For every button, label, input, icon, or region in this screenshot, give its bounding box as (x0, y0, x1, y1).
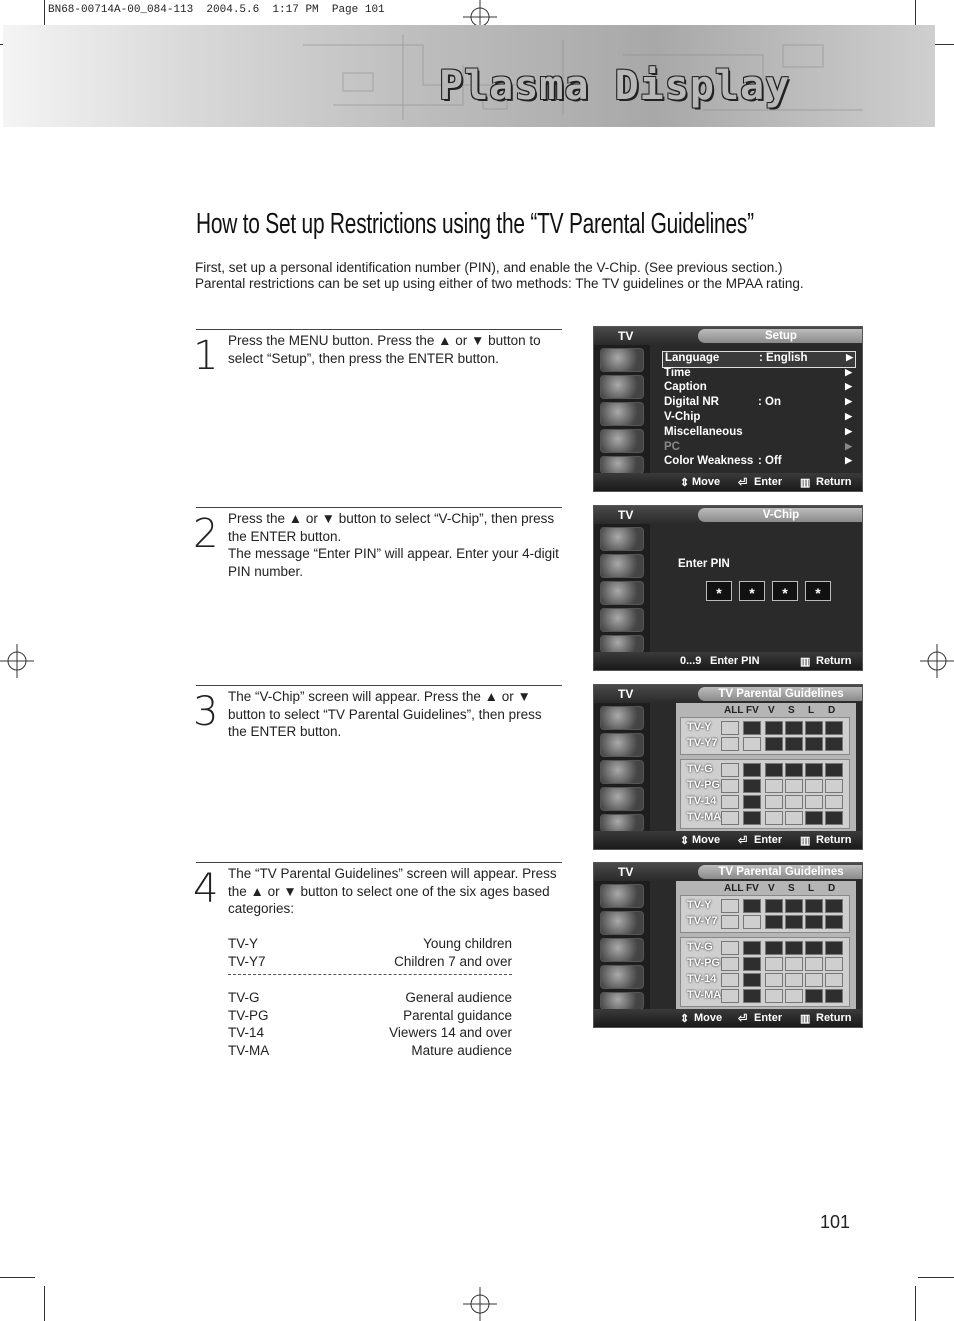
rating-lock-cell[interactable] (743, 973, 761, 987)
rating-lock-cell[interactable] (743, 795, 761, 809)
tv-header (594, 506, 862, 524)
menu-item-language[interactable] (662, 351, 856, 368)
rating-lock-cell[interactable] (743, 721, 761, 735)
setup-icon[interactable] (600, 814, 644, 832)
rating-lock-cell[interactable] (805, 779, 823, 793)
grid-header: ALL (724, 883, 744, 894)
crop-mark (918, 1277, 954, 1278)
setup-icon[interactable] (600, 992, 644, 1010)
age-description: Viewers 14 and over (389, 1025, 512, 1040)
rating-lock-cell[interactable] (743, 811, 761, 825)
rating-lock-cell[interactable] (785, 899, 803, 913)
age-row (228, 1007, 512, 1025)
registration-mark-icon (920, 644, 954, 678)
rating-lock-cell[interactable] (721, 795, 739, 809)
rating-lock-cell[interactable] (785, 915, 803, 929)
menu-list (654, 347, 860, 473)
tv-header (594, 685, 862, 703)
rating-lock-cell[interactable] (721, 957, 739, 971)
grid-panel-general (680, 937, 850, 1007)
rating-lock-cell[interactable] (743, 779, 761, 793)
grid-row-label[interactable]: TV-14 (687, 973, 717, 985)
picture-icon[interactable] (600, 884, 644, 908)
number-keys-icon: 0...9 (680, 655, 702, 667)
rating-lock-cell[interactable] (805, 721, 823, 735)
rating-lock-cell[interactable] (805, 763, 823, 777)
rating-lock-cell[interactable] (805, 989, 823, 1003)
menu-item-time[interactable] (662, 367, 854, 382)
menu-item-color-weakness[interactable] (662, 455, 854, 470)
setup-icon[interactable] (600, 635, 644, 653)
channel-icon[interactable] (600, 965, 644, 989)
rating-lock-cell[interactable] (743, 899, 761, 913)
move-hint: Move (692, 834, 721, 846)
picture-icon[interactable] (600, 527, 644, 551)
menu-item-digital-nr[interactable] (662, 396, 854, 411)
tv-label: TV (618, 687, 634, 701)
tv-screen-parental-guidelines-select (593, 862, 863, 1028)
ratings-grid (676, 703, 856, 833)
menu-sidebar (594, 881, 650, 1011)
pin-digit-1[interactable]: * (706, 581, 732, 601)
grid-row-label[interactable]: TV-Y (687, 721, 712, 733)
rating-lock-cell[interactable] (825, 737, 843, 751)
arrow-right-icon: ▶ (845, 411, 852, 421)
return-hint: Return (816, 476, 852, 488)
grid-row-label[interactable]: TV-Y7 (687, 737, 718, 749)
enter-hint: Enter (754, 1012, 783, 1024)
tv-footer (594, 652, 862, 670)
step-divider (196, 862, 562, 863)
speaker-icon[interactable] (600, 760, 644, 784)
rating-lock-cell[interactable] (743, 915, 761, 929)
rating-lock-cell[interactable] (721, 737, 739, 751)
menu-item-caption[interactable] (662, 381, 854, 396)
page-title: How to Set up Restrictions using the “TV Parental Guidelines” (196, 208, 754, 240)
grid-header: D (828, 883, 836, 894)
speaker-icon[interactable] (600, 938, 644, 962)
arrow-right-icon: ▶ (845, 426, 852, 436)
grid-header: FV (746, 883, 759, 894)
rating-lock-cell[interactable] (825, 915, 843, 929)
rating-lock-cell[interactable] (805, 795, 823, 809)
rating-lock-cell[interactable] (721, 973, 739, 987)
rating-lock-cell[interactable] (805, 811, 823, 825)
tv-label: TV (618, 508, 634, 522)
menu-item-value: : Off (758, 455, 782, 467)
pin-digit-4[interactable]: * (805, 581, 831, 601)
rating-lock-cell[interactable] (805, 941, 823, 955)
menu-item-value: : On (758, 396, 781, 408)
grid-row-label[interactable]: TV-MA (687, 989, 722, 1001)
age-code: TV-Y (228, 936, 259, 951)
menu-item-miscellaneous[interactable] (662, 426, 854, 441)
sound-icon[interactable] (600, 911, 644, 935)
menu-item-pc (662, 441, 854, 456)
age-categories-table (228, 935, 512, 1059)
intro-line: Parental restrictions can be set up using either of two methods: The TV guidelines or the MPAA rating. (195, 276, 804, 291)
age-code: TV-14 (228, 1025, 265, 1040)
rating-lock-cell[interactable] (825, 795, 843, 809)
grid-panel-children (680, 717, 850, 755)
grid-row-label[interactable]: TV-Y (687, 899, 712, 911)
menu-item-label: Caption (664, 381, 707, 393)
intro-text (195, 260, 875, 292)
grid-row-label[interactable]: TV-14 (687, 795, 717, 807)
rating-lock-cell[interactable] (785, 941, 803, 955)
grid-header: V (768, 705, 775, 716)
pin-digit-2[interactable]: * (739, 581, 765, 601)
menu-item-label: Time (664, 367, 691, 379)
step-number: 3 (193, 689, 219, 735)
rating-lock-cell[interactable] (825, 957, 843, 971)
crop-mark (915, 1286, 916, 1321)
step-number: 2 (193, 511, 219, 557)
menu-sidebar (594, 345, 650, 475)
age-row (228, 953, 512, 971)
step-text: The “TV Parental Guidelines” screen will appear. Press the ▲ or ▼ button to select one of the six ages based categories: (228, 866, 557, 916)
rating-lock-cell[interactable] (765, 811, 783, 825)
menu-item-label: Language (665, 352, 720, 364)
grid-header: V (768, 883, 775, 894)
move-hint: Move (694, 1012, 723, 1024)
grid-row-label[interactable]: TV-PG (687, 957, 721, 969)
rating-lock-cell[interactable] (785, 795, 803, 809)
enter-icon: ⏎ (738, 1013, 748, 1025)
move-icon: ⇕ (680, 835, 690, 847)
tv-header (594, 863, 862, 881)
age-code: TV-PG (228, 1007, 269, 1023)
rating-lock-cell[interactable] (825, 941, 843, 955)
move-icon: ⇕ (680, 1013, 690, 1025)
move-hint: Move (692, 476, 721, 488)
picture-icon[interactable] (600, 706, 644, 730)
return-hint: Return (816, 1012, 852, 1024)
step-number: 4 (193, 866, 219, 912)
tv-footer (594, 831, 862, 849)
step-divider (196, 507, 562, 508)
move-icon: ⇕ (680, 477, 690, 489)
rating-lock-cell[interactable] (825, 989, 843, 1003)
menu-sidebar (594, 703, 650, 833)
grid-panel-general (680, 759, 850, 829)
age-row (228, 1042, 512, 1060)
sound-icon[interactable] (600, 375, 644, 399)
speaker-icon[interactable] (600, 581, 644, 605)
sound-icon[interactable] (600, 733, 644, 757)
return-icon: ▥ (800, 835, 811, 847)
grid-panel-children (680, 895, 850, 933)
rating-lock-cell[interactable] (805, 915, 823, 929)
rating-lock-cell[interactable] (765, 795, 783, 809)
step-number: 1 (193, 333, 219, 379)
picture-icon[interactable] (600, 348, 644, 372)
step-divider (196, 685, 562, 686)
enter-icon: ⏎ (738, 835, 748, 847)
rating-lock-cell[interactable] (785, 811, 803, 825)
rating-lock-cell[interactable] (785, 737, 803, 751)
channel-icon[interactable] (600, 787, 644, 811)
menu-title: TV Parental Guidelines (698, 687, 863, 701)
age-row (228, 1024, 512, 1042)
tv-label: TV (618, 865, 634, 879)
grid-row-label[interactable]: TV-PG (687, 779, 721, 791)
banner-title: Plasma Display (439, 63, 791, 109)
grid-row-label[interactable]: TV-MA (687, 811, 722, 823)
rating-lock-cell[interactable] (785, 973, 803, 987)
menu-title: V-Chip (698, 508, 863, 522)
return-icon: ▥ (800, 477, 811, 489)
arrow-right-icon: ▶ (845, 396, 852, 406)
rating-lock-cell[interactable] (765, 737, 783, 751)
age-code: TV-G (228, 990, 260, 1005)
rating-lock-cell[interactable] (805, 737, 823, 751)
speaker-icon[interactable] (600, 402, 644, 426)
rating-lock-cell[interactable] (825, 763, 843, 777)
grid-header: L (808, 705, 815, 716)
rating-lock-cell[interactable] (743, 763, 761, 777)
rating-lock-cell[interactable] (805, 957, 823, 971)
rating-lock-cell[interactable] (721, 721, 739, 735)
rating-lock-cell[interactable] (825, 973, 843, 987)
age-description: Parental guidance (403, 1007, 512, 1023)
menu-item-label: Miscellaneous (664, 426, 743, 438)
grid-header: L (808, 883, 815, 894)
age-description: Mature audience (411, 1042, 512, 1058)
grid-row-label[interactable]: TV-Y7 (687, 915, 718, 927)
rating-lock-cell[interactable] (785, 763, 803, 777)
age-row (228, 989, 512, 1007)
age-row (228, 935, 512, 953)
arrow-right-icon: ▶ (845, 367, 852, 377)
channel-icon[interactable] (600, 429, 644, 453)
rating-lock-cell[interactable] (825, 721, 843, 735)
header-banner (3, 25, 935, 127)
rating-lock-cell[interactable] (743, 737, 761, 751)
rating-lock-cell[interactable] (721, 779, 739, 793)
rating-lock-cell[interactable] (765, 779, 783, 793)
age-code: TV-Y7 (228, 953, 266, 969)
rating-lock-cell[interactable] (765, 721, 783, 735)
tv-footer (594, 1009, 862, 1027)
menu-item-label: V-Chip (664, 411, 701, 423)
grid-row-label[interactable]: TV-G (687, 763, 713, 775)
rating-lock-cell[interactable] (765, 957, 783, 971)
enter-icon: ⏎ (738, 477, 748, 489)
arrow-right-icon: ▶ (845, 455, 852, 465)
return-hint: Return (816, 655, 852, 667)
arrow-right-icon: ▶ (845, 441, 852, 451)
rating-lock-cell[interactable] (785, 721, 803, 735)
crop-mark (44, 1286, 45, 1321)
menu-item-label: Color Weakness (664, 455, 754, 467)
rating-lock-cell[interactable] (743, 957, 761, 971)
channel-icon[interactable] (600, 608, 644, 632)
grid-header: ALL (724, 705, 744, 716)
menu-item-label: Digital NR (664, 396, 719, 408)
pin-label: Enter PIN (678, 558, 730, 570)
tv-screen-parental-guidelines (593, 684, 863, 850)
enter-pin-hint: Enter PIN (710, 655, 760, 667)
rating-lock-cell[interactable] (825, 899, 843, 913)
rating-lock-cell[interactable] (765, 915, 783, 929)
enter-hint: Enter (754, 476, 783, 488)
rating-lock-cell[interactable] (721, 989, 739, 1003)
tv-screen-vchip-pin (593, 505, 863, 671)
rating-lock-cell[interactable] (743, 989, 761, 1003)
rating-lock-cell[interactable] (721, 811, 739, 825)
menu-item-value: : English (759, 352, 808, 364)
rating-lock-cell[interactable] (805, 973, 823, 987)
return-icon: ▥ (800, 1013, 811, 1025)
menu-title: TV Parental Guidelines (698, 865, 863, 879)
grid-row-label[interactable]: TV-G (687, 941, 713, 953)
enter-hint: Enter (754, 834, 783, 846)
ratings-grid (676, 881, 856, 1011)
return-icon: ▥ (800, 656, 811, 668)
rating-lock-cell[interactable] (765, 941, 783, 955)
rating-lock-cell[interactable] (825, 779, 843, 793)
intro-line: First, set up a personal identification number (PIN), and enable the V-Chip. (See previous section.) (195, 260, 783, 275)
print-slug: BN68-00714A-00_084-113 2004.5.6 1:17 PM Page 101 (48, 4, 385, 16)
tv-screen-setup (593, 326, 863, 492)
grid-header: S (788, 705, 795, 716)
tv-footer (594, 473, 862, 491)
menu-item-v-chip[interactable] (662, 411, 854, 426)
menu-sidebar (594, 524, 650, 654)
step-text: Press the MENU button. Press the ▲ or ▼ button to select “Setup”, then press the ENTER button. (228, 333, 541, 366)
age-description: Children 7 and over (394, 953, 512, 969)
crop-mark (0, 1277, 35, 1278)
rating-lock-cell[interactable] (765, 763, 783, 777)
rating-lock-cell[interactable] (721, 899, 739, 913)
rating-lock-cell[interactable] (721, 915, 739, 929)
rating-lock-cell[interactable] (765, 973, 783, 987)
rating-lock-cell[interactable] (805, 899, 823, 913)
rating-lock-cell[interactable] (765, 989, 783, 1003)
tv-label: TV (618, 329, 634, 343)
step-text: The “V-Chip” screen will appear. Press the ▲ or ▼ button to select “TV Parental Guidelines”, then press the ENTER button. (228, 689, 542, 739)
tv-header (594, 327, 862, 345)
grid-header: FV (746, 705, 759, 716)
step-text (228, 510, 562, 580)
menu-title: Setup (698, 329, 863, 343)
age-code: TV-MA (228, 1042, 270, 1058)
sound-icon[interactable] (600, 554, 644, 578)
pin-digit-3[interactable]: * (772, 581, 798, 601)
menu-item-label: PC (664, 441, 680, 453)
dashed-separator (228, 974, 512, 975)
rating-lock-cell[interactable] (765, 899, 783, 913)
rating-lock-cell[interactable] (785, 957, 803, 971)
arrow-right-icon: ▶ (846, 352, 853, 362)
age-description: General audience (405, 990, 512, 1005)
registration-mark-icon (463, 1287, 497, 1321)
return-hint: Return (816, 834, 852, 846)
step-text-line: Press the ▲ or ▼ button to select “V-Chip”, then press the ENTER button. (228, 511, 555, 544)
rating-lock-cell[interactable] (721, 941, 739, 955)
setup-icon[interactable] (600, 456, 644, 474)
page-number: 101 (820, 1212, 851, 1232)
rating-lock-cell[interactable] (743, 941, 761, 955)
registration-mark-icon (0, 644, 34, 678)
grid-header: D (828, 705, 836, 716)
rating-lock-cell[interactable] (825, 811, 843, 825)
grid-header: S (788, 883, 795, 894)
rating-lock-cell[interactable] (785, 779, 803, 793)
step-text-line: The message “Enter PIN” will appear. Enter your 4-digit PIN number. (228, 546, 559, 579)
age-description: Young children (423, 936, 512, 951)
arrow-right-icon: ▶ (845, 381, 852, 391)
rating-lock-cell[interactable] (721, 763, 739, 777)
step-divider (196, 329, 562, 330)
rating-lock-cell[interactable] (785, 989, 803, 1003)
